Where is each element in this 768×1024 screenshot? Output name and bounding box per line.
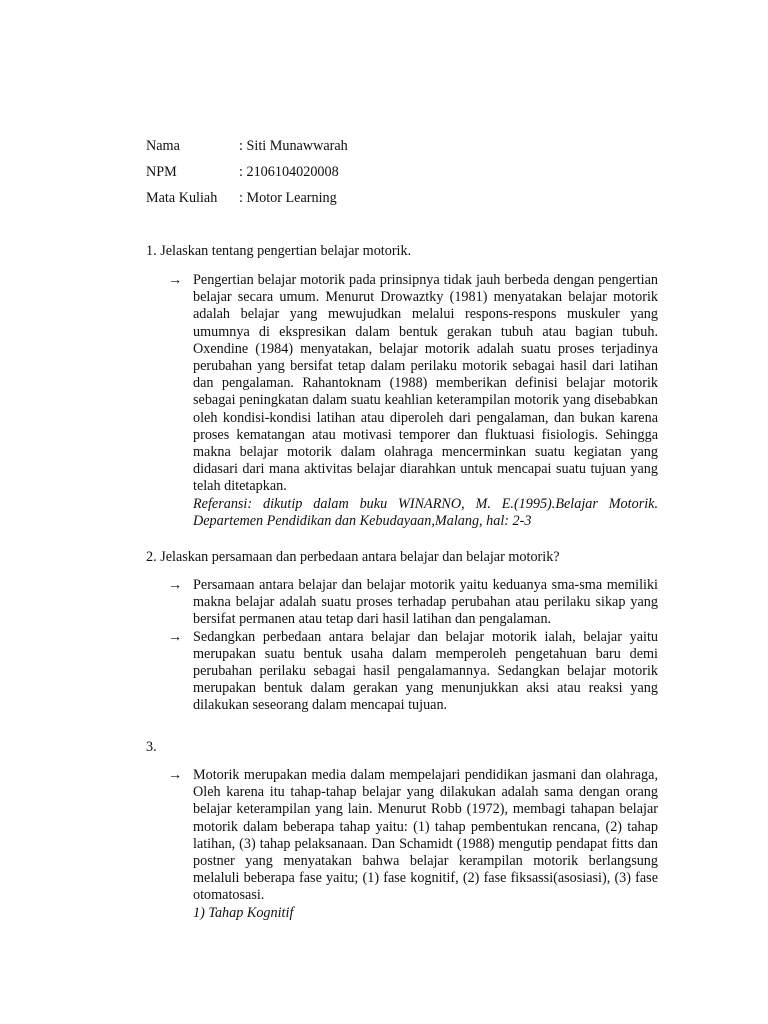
info-row-npm: [146, 164, 348, 190]
subheading: 1) Tahap Kognitif: [193, 904, 294, 921]
info-value: : Siti Munawwarah: [239, 138, 348, 154]
arrow-icon: →: [168, 577, 183, 593]
answer-text: Pengertian belajar motorik pada prinsipnya tidak jauh berbeda dengan pengertian belajar secara umum. Menurut Drowaztky (1981) menyatakan belajar motorik adalah belajar yang mewujudkan melalui respons-respons muskuler yang umumnya di ekspresikan dalam bentuk gerakan tubuh atau bagian tubuh. Oxendine (1984) menyatakan, belajar motorik adalah suatu proses terjadinya perubahan yang bersifat tetap dalam perilaku motorik sebagai hasil dari latihan dan pengalaman. Rahantoknam (1988) memberikan definisi belajar motorik sebagai peningkatan dalam suatu keahlian keterampilan motorik yang disebabkan oleh kondisi-kondisi latihan atau diperoleh dari pengalaman, dan bukan karena proses kematangan atau motivasi temporer dan fluktuasi fisiologis. Sehingga makna belajar motorik dalam olahraga mencerminkan suatu kegiatan yang didasari dari mana aktivitas belajar diarahkan untuk mencapai suatu tujuan yang telah ditetapkan.: [193, 272, 658, 495]
question-3: 3.: [146, 739, 157, 755]
answer-item: [168, 577, 658, 629]
arrow-icon: →: [168, 272, 183, 288]
answer-1: [168, 272, 658, 530]
info-value: : 2106104020008: [239, 164, 339, 180]
info-label: Nama: [146, 138, 180, 154]
info-row-course: [146, 190, 348, 216]
question-1: 1. Jelaskan tentang pengertian belajar motorik.: [146, 243, 412, 259]
info-label: NPM: [146, 164, 177, 180]
answer-item: [168, 272, 658, 530]
answer-3: [168, 767, 658, 922]
info-label: Mata Kuliah: [146, 190, 218, 206]
answer-text: Persamaan antara belajar dan belajar motorik yaitu keduanya sma-sma memiliki makna belajar adalah suatu proses terhadap perubahan atau perilaku sikap yang bersifat permanen atau tetap dari hasil latihan dan pengalaman.: [193, 577, 658, 628]
info-row-name: [146, 138, 348, 164]
question-2: 2. Jelaskan persamaan dan perbedaan antara belajar dan belajar motorik?: [146, 549, 560, 565]
answer-text: Sedangkan perbedaan antara belajar dan belajar motorik ialah, belajar yaitu merupakan suatu bentuk usaha dalam memperoleh pengetahuan baru demi perubahan perilaku sebagai hasil pengalamannya. Sedangkan belajar motorik merupakan bentuk dalam gerakan yang menunjukkan aksi atau reaksi yang dilakukan seseorang dalam mencapai tujuan.: [193, 628, 658, 714]
arrow-icon: →: [168, 767, 183, 783]
student-info: [146, 138, 348, 216]
answer-2: [168, 577, 658, 715]
answer-text: Motorik merupakan media dalam mempelajari pendidikan jasmani dan olahraga, Oleh karena itu tahap-tahap belajar yang dilakukan adalah sama dengan orang belajar keterampilan yang lain. Menurut Robb (1972), membagi tahapan belajar motorik dalam beberapa tahap yaitu: (1) tahap pembentukan rencana, (2) tahap latihan, (3) tahap pelaksanaan. Dan Schamidt (1988) mengutip pendapat fitts dan postner yang menyatakan bahwa belajar kerampilan motorik berlangsung melaluli beberapa fase yaitu; (1) fase kognitif, (2) fase fiksassi(asosiasi), (3) fase otomatosasi.: [193, 767, 658, 904]
arrow-icon: →: [168, 628, 183, 645]
reference-text: Referansi: dikutip dalam buku WINARNO, M. E.(1995).Belajar Motorik. Departemen Pendidikan dan Kebudayaan,Malang, hal: 2-3: [193, 495, 658, 529]
answer-item: [168, 629, 658, 715]
answer-item: [168, 767, 658, 922]
info-value: : Motor Learning: [239, 190, 337, 206]
